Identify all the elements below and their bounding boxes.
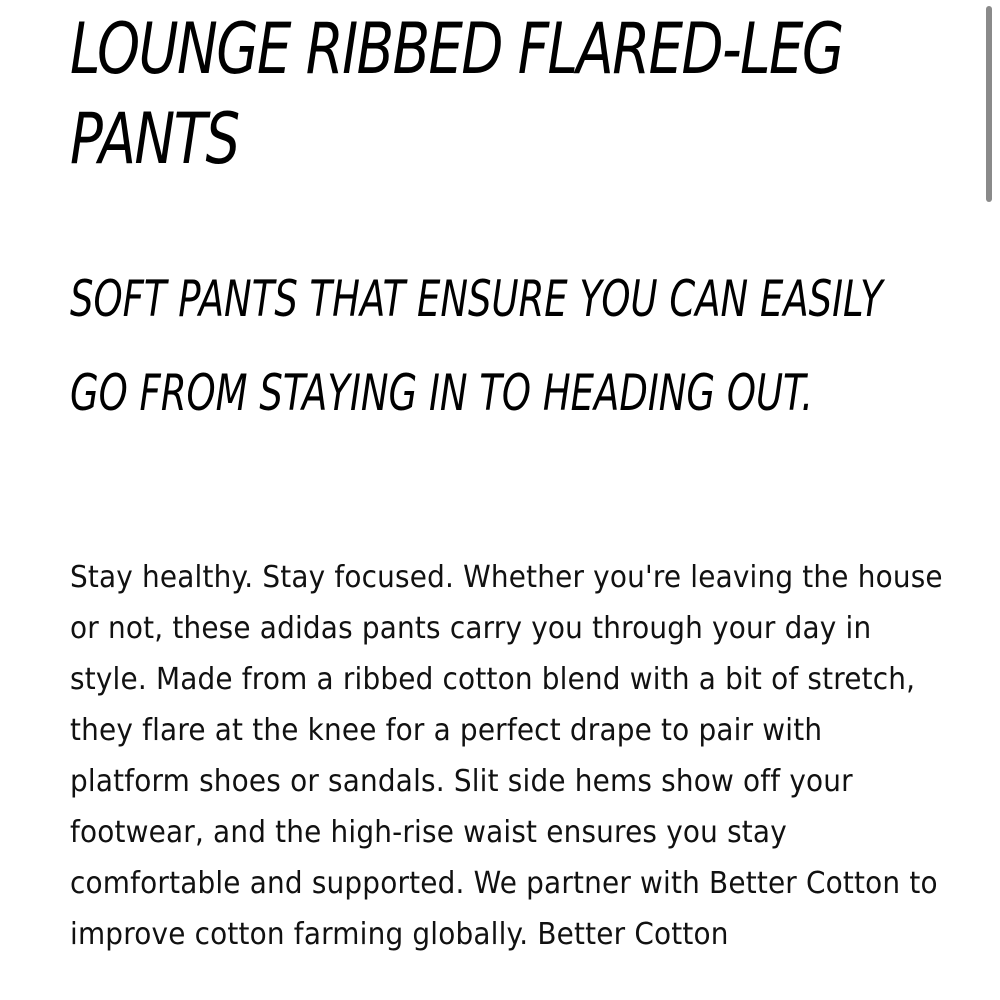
product-description: Stay healthy. Stay focused. Whether you're leaving the house or not, these adidas pants carry you through your day in style. Made from a ribbed cotton blend with a bit of stretch, they flare at the knee for a perfect drape to pair with platform shoes or sandals. Slit side hems show off your footwear, and the high-rise waist ensures you stay comfortable and supported. We partner with Better Cotton to improve cotton farming globally. Better Cotton bbox=[70, 560, 943, 952]
product-subtitle: SOFT PANTS THAT ENSURE YOU CAN EASILY GO FROM STAYING IN TO HEADING OUT. bbox=[70, 270, 883, 422]
product-title: LOUNGE RIBBED FLARED-LEG PANTS bbox=[70, 8, 843, 180]
scrollbar-thumb[interactable] bbox=[986, 6, 992, 202]
